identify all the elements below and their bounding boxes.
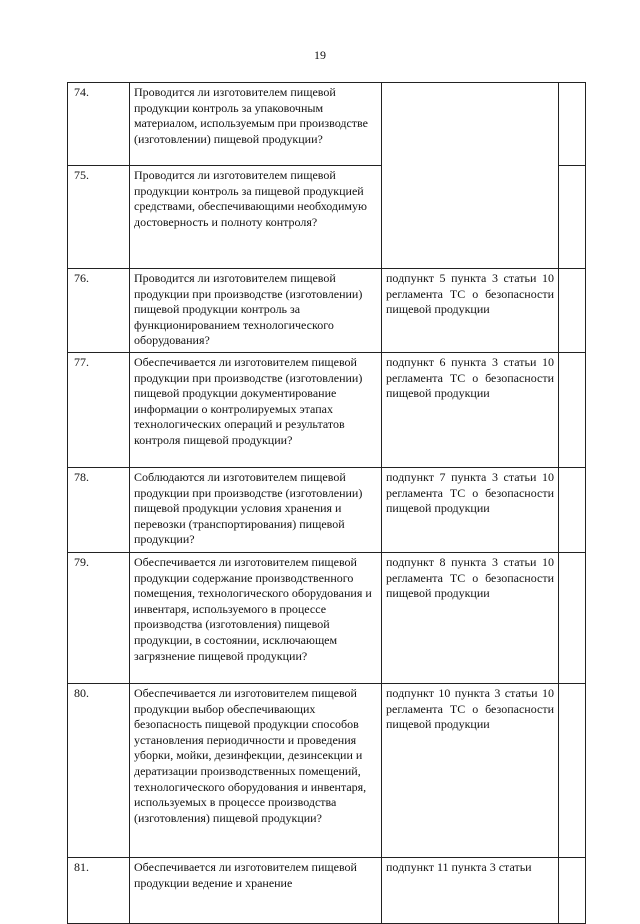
row-number: 79. xyxy=(68,553,130,684)
answer-cell xyxy=(559,468,586,553)
table-row xyxy=(68,353,586,468)
question-cell: Обеспечивается ли изготовителем пищевой продукции ведение и хранение xyxy=(130,858,382,924)
reference-cell xyxy=(382,83,559,269)
answer-cell xyxy=(559,353,586,468)
answer-cell xyxy=(559,684,586,858)
table-row xyxy=(68,83,586,166)
answer-cell xyxy=(559,269,586,353)
table-row xyxy=(68,468,586,553)
row-number: 76. xyxy=(68,269,130,353)
row-number: 80. xyxy=(68,684,130,858)
reference-cell: подпункт 6 пункта 3 статьи 10 регламента ТС о безопасности пищевой продукции xyxy=(382,353,559,468)
table-row xyxy=(68,553,586,684)
answer-cell xyxy=(559,553,586,684)
answer-cell xyxy=(559,83,586,166)
row-number: 78. xyxy=(68,468,130,553)
reference-cell: подпункт 11 пункта 3 статьи xyxy=(382,858,559,924)
reference-cell: подпункт 7 пункта 3 статьи 10 регламента ТС о безопасности пищевой продукции xyxy=(382,468,559,553)
checklist-table xyxy=(67,82,586,924)
page-number: 19 xyxy=(314,48,326,62)
question-cell: Обеспечивается ли изготовителем пищевой продукции содержание производственного помещения, технологического оборудования и инвентаря, используемого в процессе производства (изготовления) пищевой продукции, в состоянии, исключающем загрязнение пищевой продукции? xyxy=(130,553,382,684)
question-cell: Проводится ли изготовителем пищевой продукции при производстве (изготовлении) пищевой продукции контроль за функционированием технологического оборудования? xyxy=(130,269,382,353)
row-number: 77. xyxy=(68,353,130,468)
table-row xyxy=(68,269,586,353)
answer-cell xyxy=(559,166,586,269)
table-row xyxy=(68,858,586,924)
question-cell: Проводится ли изготовителем пищевой продукции контроль за упаковочным материалом, используемым при производстве (изготовлении) пищевой продукции? xyxy=(130,83,382,166)
reference-cell: подпункт 5 пункта 3 статьи 10 регламента ТС о безопасности пищевой продукции xyxy=(382,269,559,353)
reference-cell: подпункт 8 пункта 3 статьи 10 регламента ТС о безопасности пищевой продукции xyxy=(382,553,559,684)
table-row xyxy=(68,684,586,858)
question-cell: Соблюдаются ли изготовителем пищевой продукции при производстве (изготовлении) пищевой продукции условия хранения и перевозки (транспортирования) пищевой продукции? xyxy=(130,468,382,553)
reference-cell: подпункт 10 пункта 3 статьи 10 регламента ТС о безопасности пищевой продукции xyxy=(382,684,559,858)
answer-cell xyxy=(559,858,586,924)
row-number: 75. xyxy=(68,166,130,269)
question-cell: Обеспечивается ли изготовителем пищевой продукции при производстве (изготовлении) пищевой продукции документирование информации о контролируемых этапах технологических операций и результатов контроля пищевой продукции? xyxy=(130,353,382,468)
question-cell: Обеспечивается ли изготовителем пищевой продукции выбор обеспечивающих безопасность пищевой продукции способов установления периодичности и проведения уборки, мойки, дезинфекции, дезинсекции и дератизации производственных помещений, технологического оборудования и инвентаря, используемых в процессе производства (изготовления) пищевой продукции? xyxy=(130,684,382,858)
question-cell: Проводится ли изготовителем пищевой продукции контроль за пищевой продукцией средствами, обеспечивающими необходимую достоверность и полноту контроля? xyxy=(130,166,382,269)
row-number: 81. xyxy=(68,858,130,924)
row-number: 74. xyxy=(68,83,130,166)
